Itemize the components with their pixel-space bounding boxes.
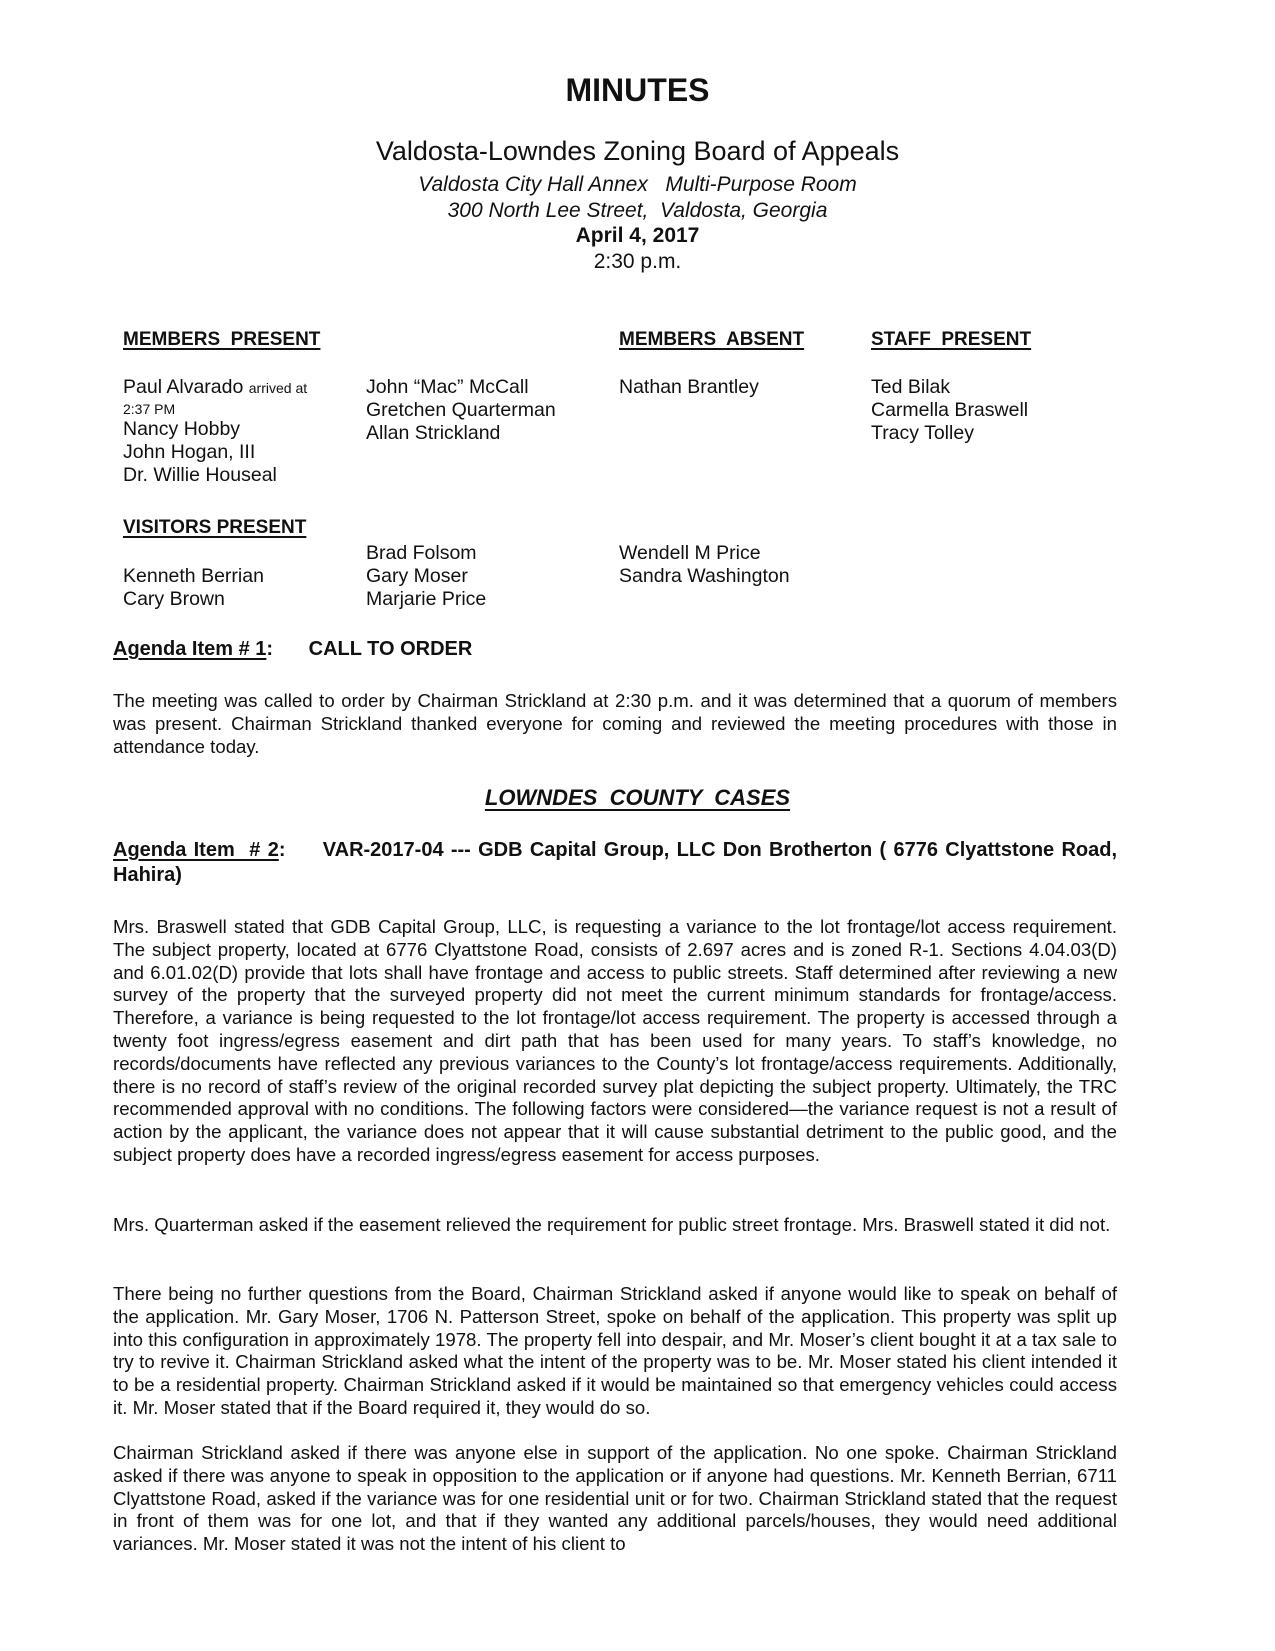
agenda-colon: : <box>266 638 274 660</box>
visitor-name: Brad Folsom <box>366 542 477 564</box>
staff-name: Carmella Braswell <box>871 399 1029 421</box>
member-name: John Hogan, III <box>123 441 256 463</box>
visitor-name: Sandra Washington <box>619 565 790 587</box>
arrival-time-note: 2:37 PM <box>123 401 176 417</box>
members-present-heading: MEMBERS PRESENT <box>123 329 321 350</box>
agenda-item-2-paragraph: Mrs. Quarterman asked if the easement relieved the requirement for public street frontage. Mrs. Braswell stated it did not. <box>113 1214 1111 1235</box>
meeting-address: 300 North Lee Street, Valdosta, Georgia <box>447 199 828 222</box>
section-heading: LOWNDES COUNTY CASES <box>484 785 791 810</box>
document-title: MINUTES <box>565 72 710 108</box>
member-name-text: Paul Alvarado <box>123 376 244 398</box>
agenda-item-title: CALL TO ORDER <box>308 638 473 660</box>
member-name: Gretchen Quarterman <box>366 399 556 421</box>
meeting-time: 2:30 p.m. <box>593 250 682 273</box>
visitors-column-1 <box>123 565 264 611</box>
agenda-item-title: VAR-2017-04 --- GDB Capital Group, LLC Don Brotherton ( 6776 Clyattstone Road, Hahira) <box>113 839 1117 886</box>
visitor-name: Wendell M Price <box>619 542 761 564</box>
agenda-item-2-heading <box>113 838 1117 888</box>
agenda-item-label: Agenda Item # 1 <box>113 638 267 660</box>
visitor-name: Cary Brown <box>123 588 225 610</box>
agenda-item-1-heading <box>113 638 472 661</box>
member-name: John “Mac” McCall <box>366 376 529 398</box>
visitors-column-3 <box>619 542 790 588</box>
member-name <box>123 376 307 400</box>
visitor-name: Marjarie Price <box>366 588 487 610</box>
staff-present-list <box>871 376 1028 445</box>
staff-present-heading: STAFF PRESENT <box>871 329 1032 350</box>
members-absent-heading: MEMBERS ABSENT <box>619 329 805 350</box>
staff-name: Ted Bilak <box>871 376 951 398</box>
arrival-note: arrived at <box>248 380 308 396</box>
members-present-column-2 <box>366 376 556 445</box>
agenda-item-2-paragraph: Mrs. Braswell stated that GDB Capital Group, LLC, is requesting a variance to the lot frontage/lot access requirement. The subject property, located at 6776 Clyattstone Road, consists of 2.697 acres and is zoned R-1. Sections 4.04.03(D) and 6.01.02(D) provide that lots shall have frontage and access to public streets. Staff determined after reviewing a new survey of the property that the surveyed property did not meet the current minimum standards for frontage/access. Therefore, a variance is being requested to the lot frontage/lot access requirement. The property is accessed through a twenty foot ingress/egress easement and dirt path that has been used for many years. To staff’s knowledge, no records/documents have reflected any previous variances to the County’s lot frontage/access requirements. Additionally, there is no record of staff’s review of the original recorded survey plat depicting the subject property. Ultimately, the TRC recommended approval with no conditions. The following factors were considered—the variance request is not a result of action by the applicant, the variance does not appear that it will cause substantial detriment to the public good, and the subject property does have a recorded ingress/egress easement for access purposes. <box>113 916 1117 1165</box>
agenda-item-2-paragraph: There being no further questions from the Board, Chairman Strickland asked if anyone would like to speak on behalf of the application. Mr. Gary Moser, 1706 N. Patterson Street, spoke on behalf of the application. This property was split up into this configuration in approximately 1978. The property fell into despair, and Mr. Moser’s client bought it at a tax sale to try to revive it. Chairman Strickland asked what the intent of the property was to be. Mr. Moser stated his client intended it to be a residential property. Chairman Strickland asked if it would be maintained so that emergency vehicles could access it. Mr. Moser stated that if the Board required it, they would do so. <box>113 1283 1117 1418</box>
visitor-name: Kenneth Berrian <box>123 565 264 587</box>
agenda-colon: : <box>278 839 286 861</box>
agenda-item-1-paragraph: The meeting was called to order by Chairman Strickland at 2:30 p.m. and it was determined that a quorum of members was present. Chairman Strickland thanked everyone for coming and reviewed the meeting procedures with those in attendance today. <box>113 690 1117 757</box>
members-absent-list <box>619 376 759 399</box>
agenda-item-2-paragraph: Chairman Strickland asked if there was anyone else in support of the application. No one spoke. Chairman Strickland asked if there was anyone to speak in opposition to the application or if anyone had questions. Mr. Kenneth Berrian, 6711 Clyattstone Road, asked if the variance was for one residential unit or for two. Chairman Strickland stated that the request in front of them was for one lot, and that if they wanted any additional parcels/houses, they would need additional variances. Mr. Moser stated it was not the intent of his client to <box>113 1442 1117 1555</box>
staff-name: Tracy Tolley <box>871 422 974 444</box>
visitor-name: Gary Moser <box>366 565 468 587</box>
meeting-venue: Valdosta City Hall Annex Multi-Purpose Room <box>418 173 857 196</box>
visitors-column-2 <box>366 542 486 611</box>
absent-member-name: Nathan Brantley <box>619 376 759 398</box>
member-name: Dr. Willie Houseal <box>123 464 277 486</box>
visitors-present-heading: VISITORS PRESENT <box>123 517 307 538</box>
organization-name: Valdosta-Lowndes Zoning Board of Appeals <box>375 136 900 166</box>
member-name: Allan Strickland <box>366 422 501 444</box>
member-name: Nancy Hobby <box>123 418 241 440</box>
meeting-date: April 4, 2017 <box>575 224 700 247</box>
agenda-item-label: Agenda Item # 2 <box>113 839 279 861</box>
members-present-column-1 <box>123 376 307 487</box>
